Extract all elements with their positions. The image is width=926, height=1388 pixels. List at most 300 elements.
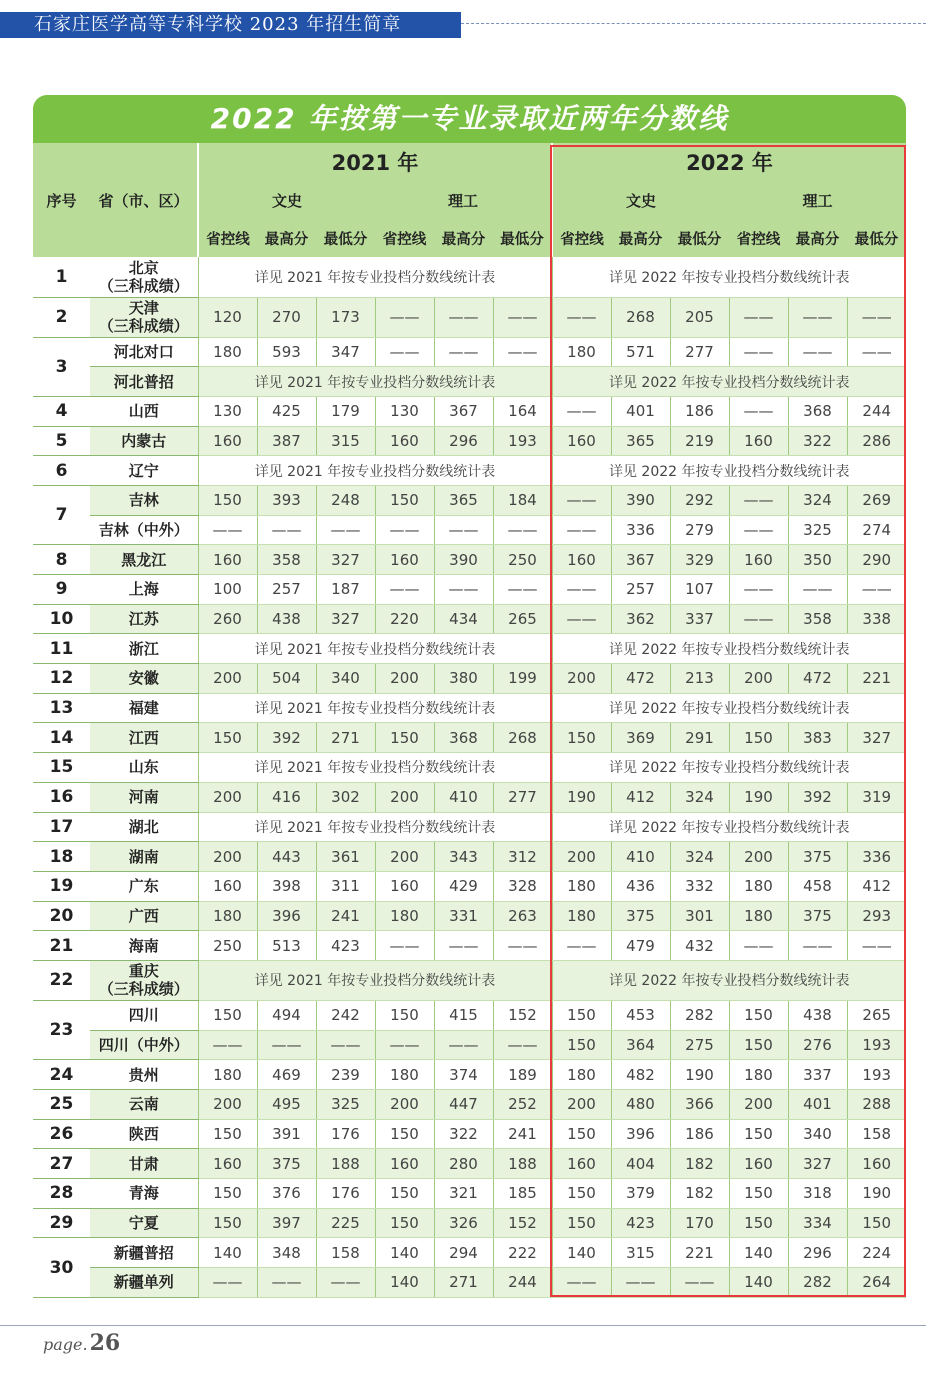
score-cell: 312 bbox=[493, 842, 552, 872]
score-cell: 332 bbox=[670, 871, 729, 901]
score-cell: 365 bbox=[611, 426, 670, 456]
table-title: 2022 年按第一专业录取近两年分数线 bbox=[210, 102, 729, 135]
score-cell: 268 bbox=[493, 723, 552, 753]
score-cell: —— bbox=[729, 485, 788, 515]
row-seq: 23 bbox=[33, 1000, 90, 1059]
score-cell: 193 bbox=[847, 1060, 906, 1090]
score-cell: 302 bbox=[316, 782, 375, 812]
score-cell: 257 bbox=[257, 575, 316, 605]
row-seq: 25 bbox=[33, 1090, 90, 1120]
row-seq: 18 bbox=[33, 842, 90, 872]
score-cell: 376 bbox=[257, 1179, 316, 1209]
score-cell: —— bbox=[434, 297, 493, 337]
score-cell: 193 bbox=[847, 1030, 906, 1060]
row-seq: 13 bbox=[33, 693, 90, 723]
score-cell: 150 bbox=[375, 1119, 434, 1149]
score-cell: 443 bbox=[257, 842, 316, 872]
score-cell: 358 bbox=[788, 604, 847, 634]
row-province: 河南 bbox=[90, 782, 198, 812]
score-cell: 321 bbox=[434, 1179, 493, 1209]
score-cell: 180 bbox=[198, 1060, 257, 1090]
score-cell: —— bbox=[552, 515, 611, 545]
score-cell: 130 bbox=[198, 396, 257, 426]
score-cell: 327 bbox=[316, 604, 375, 634]
score-cell: —— bbox=[316, 1030, 375, 1060]
header-col: 省控线 bbox=[560, 231, 604, 248]
score-cell: 150 bbox=[729, 723, 788, 753]
table-row bbox=[33, 575, 906, 605]
table-row bbox=[33, 931, 906, 961]
score-cell: 180 bbox=[198, 901, 257, 931]
score-cell: 140 bbox=[729, 1268, 788, 1298]
table-row bbox=[33, 485, 906, 515]
row-province: 江西 bbox=[90, 723, 198, 753]
row-seq: 1 bbox=[33, 257, 90, 297]
score-cell: 343 bbox=[434, 842, 493, 872]
score-cell: 293 bbox=[847, 901, 906, 931]
score-cell: 494 bbox=[257, 1000, 316, 1030]
score-cell: 150 bbox=[198, 1119, 257, 1149]
row-seq: 17 bbox=[33, 812, 90, 842]
score-cell: 404 bbox=[611, 1149, 670, 1179]
score-cell: 180 bbox=[552, 1060, 611, 1090]
score-cell: —— bbox=[493, 515, 552, 545]
row-province: 浙江 bbox=[90, 634, 198, 664]
score-cell: —— bbox=[788, 297, 847, 337]
score-cell: 447 bbox=[434, 1090, 493, 1120]
row-province: 湖北 bbox=[90, 812, 198, 842]
score-cell: 190 bbox=[729, 782, 788, 812]
score-cell: —— bbox=[670, 1268, 729, 1298]
table-row bbox=[33, 1179, 906, 1209]
score-cell: 140 bbox=[552, 1238, 611, 1268]
score-cell: 160 bbox=[375, 545, 434, 575]
score-cell: 322 bbox=[434, 1119, 493, 1149]
score-cell: 327 bbox=[316, 545, 375, 575]
header-col: 最高分 bbox=[441, 231, 486, 248]
score-cell: 265 bbox=[847, 1000, 906, 1030]
score-cell: —— bbox=[729, 297, 788, 337]
score-cell: —— bbox=[729, 515, 788, 545]
note-2022: 详见 2022 年按专业投档分数线统计表 bbox=[552, 960, 906, 1000]
score-cell: 244 bbox=[847, 396, 906, 426]
admission-score-table bbox=[33, 143, 906, 1298]
score-cell: 150 bbox=[729, 1119, 788, 1149]
score-cell: 374 bbox=[434, 1060, 493, 1090]
score-cell: 453 bbox=[611, 1000, 670, 1030]
header-divider bbox=[461, 23, 926, 24]
score-cell: 277 bbox=[670, 337, 729, 367]
table-row bbox=[33, 426, 906, 456]
score-cell: 396 bbox=[611, 1119, 670, 1149]
score-cell: 200 bbox=[729, 1090, 788, 1120]
score-cell: 180 bbox=[375, 1060, 434, 1090]
score-cell: —— bbox=[788, 931, 847, 961]
score-cell: —— bbox=[493, 297, 552, 337]
row-seq: 10 bbox=[33, 604, 90, 634]
score-cell: 241 bbox=[316, 901, 375, 931]
row-province: 山西 bbox=[90, 396, 198, 426]
score-cell: 324 bbox=[788, 485, 847, 515]
row-seq: 20 bbox=[33, 901, 90, 931]
score-cell: 160 bbox=[552, 426, 611, 456]
row-seq: 21 bbox=[33, 931, 90, 961]
score-cell: 294 bbox=[434, 1238, 493, 1268]
note-2022: 详见 2022 年按专业投档分数线统计表 bbox=[552, 257, 906, 297]
score-cell: 322 bbox=[788, 426, 847, 456]
note-2022: 详见 2022 年按专业投档分数线统计表 bbox=[552, 367, 906, 397]
score-cell: 260 bbox=[198, 604, 257, 634]
score-cell: —— bbox=[729, 337, 788, 367]
score-cell: 187 bbox=[316, 575, 375, 605]
score-cell: —— bbox=[552, 396, 611, 426]
score-cell: 286 bbox=[847, 426, 906, 456]
score-cell: 412 bbox=[847, 871, 906, 901]
row-seq: 8 bbox=[33, 545, 90, 575]
score-cell: 160 bbox=[552, 545, 611, 575]
score-cell: 410 bbox=[611, 842, 670, 872]
note-2022: 详见 2022 年按专业投档分数线统计表 bbox=[552, 812, 906, 842]
score-cell: 221 bbox=[670, 1238, 729, 1268]
score-cell: —— bbox=[434, 931, 493, 961]
note-2021: 详见 2021 年按专业投档分数线统计表 bbox=[198, 812, 552, 842]
score-cell: 100 bbox=[198, 575, 257, 605]
note-2021: 详见 2021 年按专业投档分数线统计表 bbox=[198, 257, 552, 297]
score-cell: 182 bbox=[670, 1149, 729, 1179]
score-cell: 150 bbox=[552, 1179, 611, 1209]
score-cell: 375 bbox=[788, 901, 847, 931]
row-seq: 4 bbox=[33, 396, 90, 426]
score-cell: 337 bbox=[670, 604, 729, 634]
row-province: 福建 bbox=[90, 693, 198, 723]
score-cell: —— bbox=[552, 1268, 611, 1298]
score-cell: 160 bbox=[729, 545, 788, 575]
score-cell: 164 bbox=[493, 396, 552, 426]
row-province: 贵州 bbox=[90, 1060, 198, 1090]
score-cell: 390 bbox=[434, 545, 493, 575]
row-province: 吉林（中外） bbox=[90, 515, 198, 545]
score-cell: 347 bbox=[316, 337, 375, 367]
score-cell: 160 bbox=[375, 871, 434, 901]
score-cell: 158 bbox=[316, 1238, 375, 1268]
header-seq: 序号 bbox=[46, 191, 77, 210]
table-row bbox=[33, 515, 906, 545]
score-cell: 150 bbox=[375, 1000, 434, 1030]
score-cell: 361 bbox=[316, 842, 375, 872]
table-row bbox=[33, 782, 906, 812]
score-cell: 571 bbox=[611, 337, 670, 367]
score-cell: 366 bbox=[670, 1090, 729, 1120]
score-cell: 189 bbox=[493, 1060, 552, 1090]
table-row bbox=[33, 1090, 906, 1120]
score-cell: 150 bbox=[729, 1000, 788, 1030]
score-cell: 380 bbox=[434, 664, 493, 694]
score-cell: 200 bbox=[552, 664, 611, 694]
row-seq: 19 bbox=[33, 871, 90, 901]
score-cell: —— bbox=[316, 515, 375, 545]
row-province: 广东 bbox=[90, 871, 198, 901]
score-cell: 432 bbox=[670, 931, 729, 961]
row-seq: 27 bbox=[33, 1149, 90, 1179]
row-seq: 12 bbox=[33, 664, 90, 694]
score-cell: 392 bbox=[788, 782, 847, 812]
score-cell: 225 bbox=[316, 1208, 375, 1238]
score-cell: 184 bbox=[493, 485, 552, 515]
score-cell: —— bbox=[434, 1030, 493, 1060]
score-cell: 250 bbox=[198, 931, 257, 961]
row-province: 新疆普招 bbox=[90, 1238, 198, 1268]
score-cell: 434 bbox=[434, 604, 493, 634]
table-row bbox=[33, 753, 906, 783]
note-2021: 详见 2021 年按专业投档分数线统计表 bbox=[198, 367, 552, 397]
score-cell: 200 bbox=[198, 664, 257, 694]
row-seq: 14 bbox=[33, 723, 90, 753]
table-row bbox=[33, 693, 906, 723]
score-cell: 150 bbox=[847, 1208, 906, 1238]
score-cell: 221 bbox=[847, 664, 906, 694]
score-cell: 375 bbox=[788, 842, 847, 872]
score-cell: 276 bbox=[788, 1030, 847, 1060]
table-row bbox=[33, 842, 906, 872]
note-2021: 详见 2021 年按专业投档分数线统计表 bbox=[198, 753, 552, 783]
score-cell: 472 bbox=[788, 664, 847, 694]
score-cell: 438 bbox=[788, 1000, 847, 1030]
score-cell: 176 bbox=[316, 1119, 375, 1149]
score-cell: —— bbox=[847, 931, 906, 961]
table-row bbox=[33, 664, 906, 694]
table-header bbox=[33, 143, 906, 257]
score-cell: 327 bbox=[788, 1149, 847, 1179]
score-cell: 150 bbox=[198, 1000, 257, 1030]
score-cell: —— bbox=[847, 297, 906, 337]
score-cell: 200 bbox=[729, 842, 788, 872]
score-cell: 288 bbox=[847, 1090, 906, 1120]
score-cell: 438 bbox=[257, 604, 316, 634]
row-province: 湖南 bbox=[90, 842, 198, 872]
table-row bbox=[33, 1060, 906, 1090]
row-province: 上海 bbox=[90, 575, 198, 605]
note-2021: 详见 2021 年按专业投档分数线统计表 bbox=[198, 960, 552, 1000]
row-province: 安徽 bbox=[90, 664, 198, 694]
score-cell: 375 bbox=[611, 901, 670, 931]
score-cell: 393 bbox=[257, 485, 316, 515]
table-row bbox=[33, 1119, 906, 1149]
score-cell: 364 bbox=[611, 1030, 670, 1060]
score-cell: —— bbox=[493, 575, 552, 605]
score-cell: 180 bbox=[198, 337, 257, 367]
score-cell: 458 bbox=[788, 871, 847, 901]
score-cell: 160 bbox=[198, 426, 257, 456]
score-cell: —— bbox=[375, 337, 434, 367]
table-row bbox=[33, 723, 906, 753]
score-cell: 150 bbox=[375, 485, 434, 515]
row-seq: 11 bbox=[33, 634, 90, 664]
score-cell: —— bbox=[611, 1268, 670, 1298]
row-province: 吉林 bbox=[90, 485, 198, 515]
score-cell: 193 bbox=[493, 426, 552, 456]
row-seq: 9 bbox=[33, 575, 90, 605]
table-row bbox=[33, 1208, 906, 1238]
score-cell: 188 bbox=[316, 1149, 375, 1179]
score-cell: 180 bbox=[729, 1060, 788, 1090]
score-cell: 315 bbox=[316, 426, 375, 456]
score-cell: 329 bbox=[670, 545, 729, 575]
header-2022-arts: 文史 bbox=[625, 191, 656, 210]
score-cell: 150 bbox=[729, 1030, 788, 1060]
score-cell: 107 bbox=[670, 575, 729, 605]
score-cell: 200 bbox=[552, 1090, 611, 1120]
score-cell: 150 bbox=[552, 1000, 611, 1030]
row-seq: 7 bbox=[33, 485, 90, 544]
score-cell: 150 bbox=[198, 723, 257, 753]
score-cell: 479 bbox=[611, 931, 670, 961]
score-cell: 593 bbox=[257, 337, 316, 367]
row-province: 宁夏 bbox=[90, 1208, 198, 1238]
score-cell: 480 bbox=[611, 1090, 670, 1120]
score-cell: —— bbox=[552, 297, 611, 337]
row-province: 云南 bbox=[90, 1090, 198, 1120]
header-year-2021: 2021 年 bbox=[198, 143, 552, 181]
score-cell: 311 bbox=[316, 871, 375, 901]
row-province: 陕西 bbox=[90, 1119, 198, 1149]
footer-divider bbox=[0, 1325, 926, 1326]
score-cell: 200 bbox=[198, 782, 257, 812]
header-col: 最低分 bbox=[323, 231, 368, 248]
score-cell: 383 bbox=[788, 723, 847, 753]
score-cell: 158 bbox=[847, 1119, 906, 1149]
score-cell: 469 bbox=[257, 1060, 316, 1090]
score-cell: 391 bbox=[257, 1119, 316, 1149]
score-cell: 336 bbox=[611, 515, 670, 545]
score-cell: —— bbox=[375, 515, 434, 545]
score-cell: —— bbox=[493, 337, 552, 367]
score-cell: 250 bbox=[493, 545, 552, 575]
score-cell: 152 bbox=[493, 1000, 552, 1030]
header-year-2022: 2022 年 bbox=[686, 151, 773, 175]
row-province: 黑龙江 bbox=[90, 545, 198, 575]
score-cell: 200 bbox=[729, 664, 788, 694]
score-cell: 367 bbox=[611, 545, 670, 575]
score-cell: 270 bbox=[257, 297, 316, 337]
row-seq: 26 bbox=[33, 1119, 90, 1149]
score-cell: 150 bbox=[375, 723, 434, 753]
row-province: 内蒙古 bbox=[90, 426, 198, 456]
row-seq: 2 bbox=[33, 297, 90, 337]
score-cell: 140 bbox=[198, 1238, 257, 1268]
score-cell: 274 bbox=[847, 515, 906, 545]
school-title: 石家庄医学高等专科学校 2023 年招生简章 bbox=[34, 14, 402, 35]
score-cell: 205 bbox=[670, 297, 729, 337]
score-cell: —— bbox=[788, 337, 847, 367]
score-cell: 401 bbox=[611, 396, 670, 426]
score-cell: —— bbox=[729, 931, 788, 961]
row-seq: 30 bbox=[33, 1238, 90, 1297]
score-cell: —— bbox=[788, 575, 847, 605]
score-cell: 190 bbox=[552, 782, 611, 812]
score-cell: 150 bbox=[198, 485, 257, 515]
score-cell: 180 bbox=[729, 901, 788, 931]
score-cell: 220 bbox=[375, 604, 434, 634]
note-2022: 详见 2022 年按专业投档分数线统计表 bbox=[552, 693, 906, 723]
score-cell: —— bbox=[493, 1030, 552, 1060]
score-cell: —— bbox=[257, 515, 316, 545]
score-cell: 150 bbox=[198, 1208, 257, 1238]
score-cell: 368 bbox=[788, 396, 847, 426]
score-cell: 368 bbox=[434, 723, 493, 753]
header-2022-science: 理工 bbox=[802, 191, 833, 210]
table-title-bar bbox=[33, 95, 906, 143]
score-cell: 268 bbox=[611, 297, 670, 337]
score-cell: 140 bbox=[729, 1238, 788, 1268]
score-cell: 410 bbox=[434, 782, 493, 812]
score-cell: 369 bbox=[611, 723, 670, 753]
row-seq: 24 bbox=[33, 1060, 90, 1090]
row-province: 天津 （三科成绩） bbox=[90, 297, 198, 337]
table-row bbox=[33, 1149, 906, 1179]
score-cell: —— bbox=[198, 1030, 257, 1060]
score-cell: 375 bbox=[257, 1149, 316, 1179]
score-cell: 279 bbox=[670, 515, 729, 545]
score-cell: 263 bbox=[493, 901, 552, 931]
score-cell: 222 bbox=[493, 1238, 552, 1268]
score-cell: 265 bbox=[493, 604, 552, 634]
score-cell: —— bbox=[257, 1030, 316, 1060]
score-cell: 425 bbox=[257, 396, 316, 426]
table-row bbox=[33, 545, 906, 575]
score-cell: 200 bbox=[198, 1090, 257, 1120]
header-col: 省控线 bbox=[736, 231, 781, 248]
score-cell: —— bbox=[493, 931, 552, 961]
score-cell: 170 bbox=[670, 1208, 729, 1238]
score-cell: 180 bbox=[552, 901, 611, 931]
header-col: 省控线 bbox=[382, 231, 427, 248]
row-province: 海南 bbox=[90, 931, 198, 961]
score-cell: 150 bbox=[552, 723, 611, 753]
row-seq: 5 bbox=[33, 426, 90, 456]
score-cell: 336 bbox=[847, 842, 906, 872]
score-cell: —— bbox=[847, 575, 906, 605]
score-cell: 248 bbox=[316, 485, 375, 515]
row-seq: 29 bbox=[33, 1208, 90, 1238]
header-2021-science: 理工 bbox=[375, 181, 552, 219]
score-cell: 130 bbox=[375, 396, 434, 426]
score-cell: —— bbox=[375, 1030, 434, 1060]
score-cell: 190 bbox=[847, 1179, 906, 1209]
score-cell: 358 bbox=[257, 545, 316, 575]
score-cell: 271 bbox=[316, 723, 375, 753]
score-cell: 423 bbox=[316, 931, 375, 961]
table-row bbox=[33, 367, 906, 397]
score-cell: 188 bbox=[493, 1149, 552, 1179]
score-cell: 176 bbox=[316, 1179, 375, 1209]
score-cell: 415 bbox=[434, 1000, 493, 1030]
score-cell: 482 bbox=[611, 1060, 670, 1090]
score-cell: 150 bbox=[729, 1208, 788, 1238]
score-cell: 277 bbox=[493, 782, 552, 812]
score-cell: 331 bbox=[434, 901, 493, 931]
header-col: 最低分 bbox=[854, 231, 899, 248]
score-cell: 292 bbox=[670, 485, 729, 515]
score-cell: 301 bbox=[670, 901, 729, 931]
score-cell: 190 bbox=[670, 1060, 729, 1090]
score-cell: —— bbox=[552, 485, 611, 515]
score-cell: 257 bbox=[611, 575, 670, 605]
score-cell: 318 bbox=[788, 1179, 847, 1209]
score-cell: 337 bbox=[788, 1060, 847, 1090]
score-cell: 180 bbox=[552, 337, 611, 367]
score-cell: 291 bbox=[670, 723, 729, 753]
score-cell: 290 bbox=[847, 545, 906, 575]
